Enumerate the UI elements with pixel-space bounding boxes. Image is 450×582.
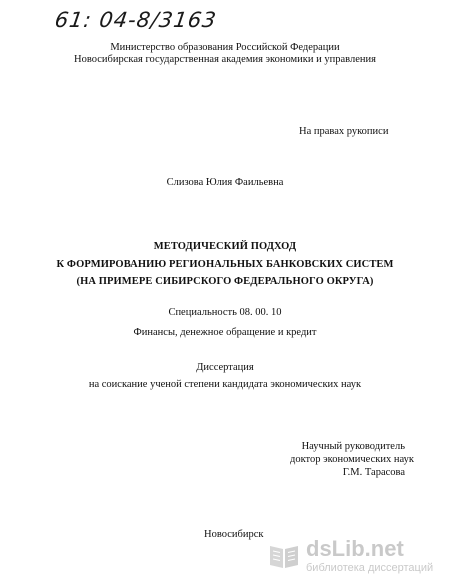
- catalog-number-handwritten: 61: 04-8/3163: [53, 8, 219, 32]
- specialty-code: Специальность 08. 00. 10: [168, 307, 282, 318]
- title-line-1: МЕТОДИЧЕСКИЙ ПОДХОД: [153, 241, 297, 252]
- watermark-subtitle: библиотека диссертаций: [306, 562, 434, 574]
- supervisor-block: [290, 440, 414, 479]
- title-line-3: (НА ПРИМЕРЕ СИБИРСКОГО ФЕДЕРАЛЬНОГО ОКРУГА): [76, 276, 374, 287]
- supervisor-role: Научный руководитель: [301, 441, 405, 452]
- rights-note: На правах рукописи: [299, 126, 389, 137]
- city: Новосибирск: [204, 529, 264, 540]
- supervisor-name: Г.М. Тарасова: [342, 467, 405, 478]
- watermark: [266, 538, 446, 578]
- degree-purpose: на соискание ученой степени кандидата экономических наук: [88, 379, 362, 390]
- ministry-line: Министерство образования Российской Федерации: [110, 42, 340, 53]
- specialty-name: Финансы, денежное обращение и кредит: [133, 327, 317, 338]
- degree-type: Диссертация: [196, 362, 254, 373]
- academy-line: Новосибирская государственная академия экономики и управления: [74, 54, 376, 65]
- author-name: Слизова Юлия Фаильевна: [166, 177, 284, 188]
- watermark-brand: dsLib.net: [306, 536, 404, 561]
- title-line-2: К ФОРМИРОВАНИЮ РЕГИОНАЛЬНЫХ БАНКОВСКИХ СИСТЕМ: [56, 259, 394, 270]
- supervisor-degree: доктор экономических наук: [290, 454, 414, 465]
- book-logo-icon: [266, 538, 302, 574]
